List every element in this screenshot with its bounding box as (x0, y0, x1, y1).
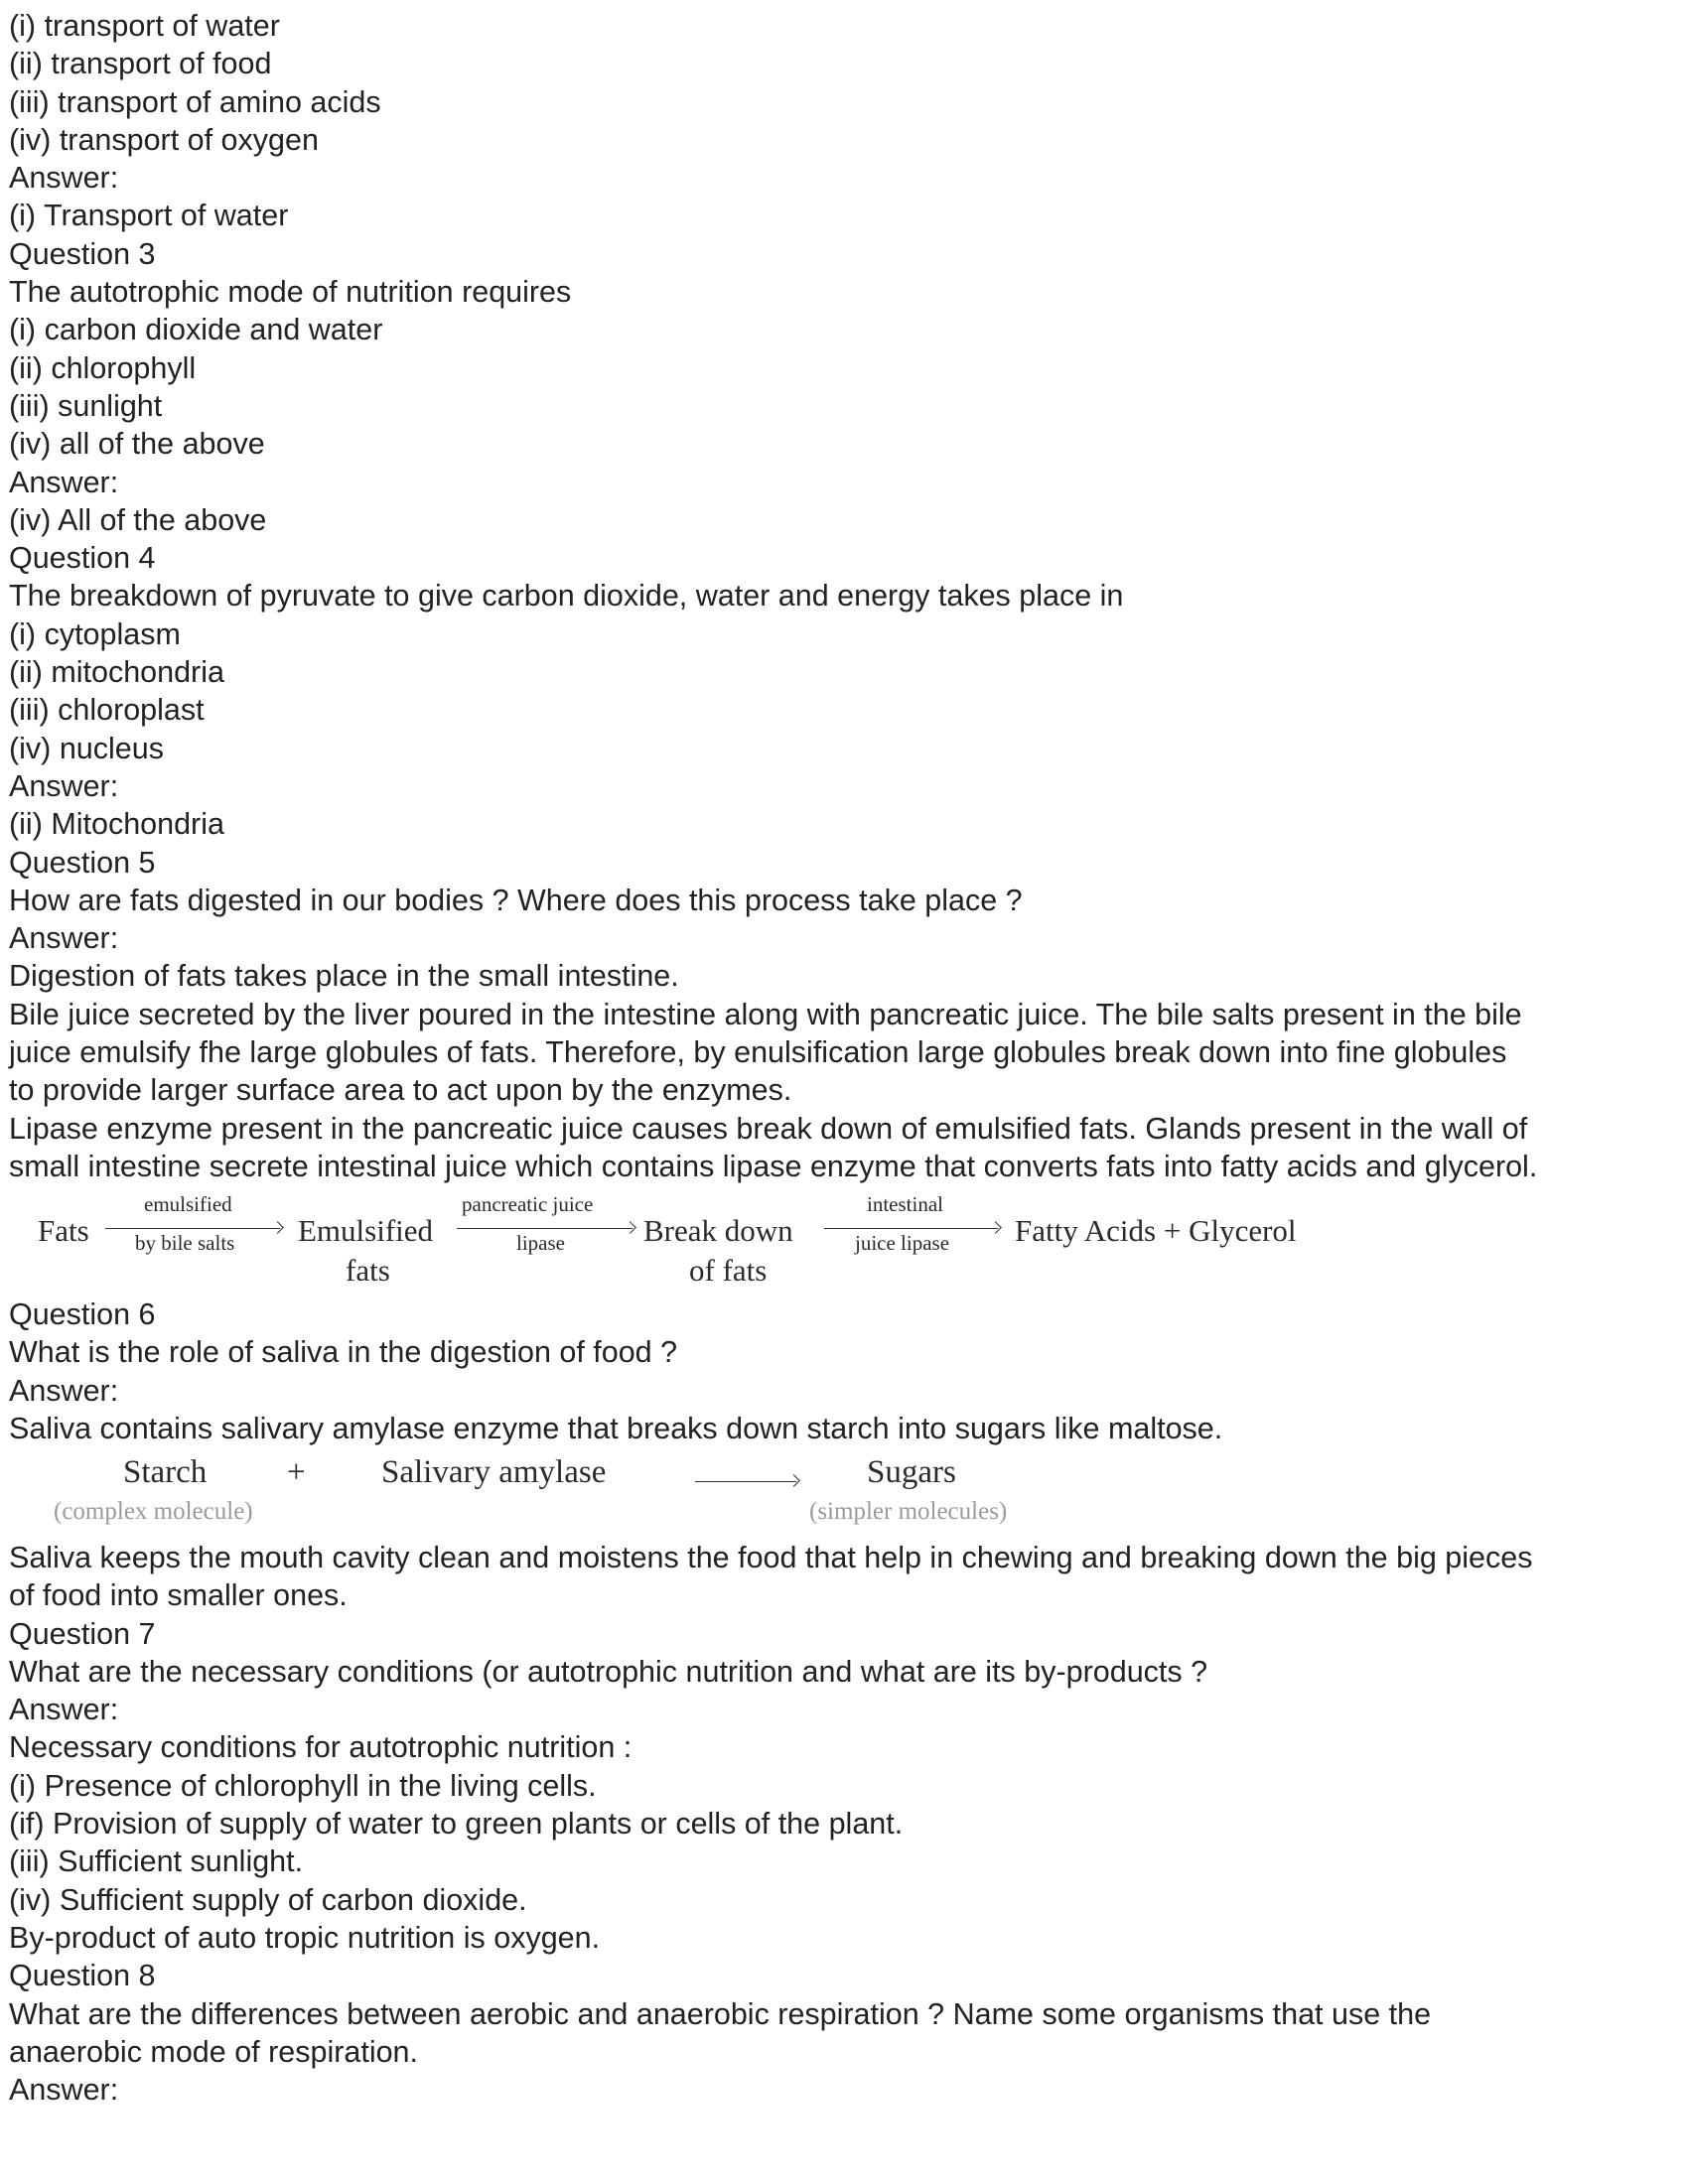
text-block-questions-6-to-8 (9, 1539, 1685, 2109)
text-line: (iii) sunlight (9, 388, 163, 423)
text-line: How are fats digested in our bodies ? Where does this process take place ? (9, 883, 1023, 917)
text-line: (iii) Sufficient sunlight. (9, 1844, 304, 1879)
text-line: (ii) transport of food (9, 47, 272, 81)
text-line: Question 7 (9, 1616, 156, 1651)
text-line: (if) Provision of supply of water to green plants or cells of the plant. (9, 1807, 904, 1842)
text-line: small intestine secrete intestinal juice which contains lipase enzyme that converts fats into fatty acids and glycerol. (9, 1149, 1538, 1183)
product-sugars: Sugars (867, 1454, 956, 1490)
plus-sign: + (287, 1454, 306, 1490)
diagram-step-breakdown-line2: of fats (689, 1253, 768, 1288)
text-line: Question 6 (9, 1297, 156, 1331)
text-line: Question 8 (9, 1959, 156, 1993)
text-line: Answer: (9, 465, 119, 499)
arrow3-label-top: intestinal (867, 1192, 943, 1216)
text-block-question-6 (9, 1296, 1685, 1447)
text-line: What are the differences between aerobic and anaerobic respiration ? Name some organisms that use the (9, 1996, 1432, 2031)
text-line: (i) cytoplasm (9, 616, 181, 651)
text-line: anaerobic mode of respiration. (9, 2034, 418, 2069)
text-line: (iv) transport of oxygen (9, 122, 319, 157)
text-line: Digestion of fats takes place in the small intestine. (9, 959, 679, 994)
text-line: Question 5 (9, 845, 156, 880)
text-line: The autotrophic mode of nutrition requires (9, 275, 572, 310)
text-line: to provide larger surface area to act upon by the enzymes. (9, 1073, 792, 1108)
diagram-step-emulsified: Emulsified (298, 1213, 434, 1248)
arrow1-label-bottom: by bile salts (135, 1231, 235, 1255)
diagram-step-fats: Fats (38, 1213, 89, 1248)
text-line: (i) transport of water (9, 9, 280, 43)
text-line: (i) Presence of chlorophyll in the living cells. (9, 1768, 597, 1803)
text-line: Saliva contains salivary amylase enzyme that breaks down starch into sugars like maltose. (9, 1411, 1223, 1445)
text-line: Question 4 (9, 541, 156, 576)
text-line: (iv) all of the above (9, 427, 265, 462)
text-line: By-product of auto tropic nutrition is oxygen. (9, 1920, 601, 1955)
text-line: Answer: (9, 921, 119, 956)
text-line: (ii) chlorophyll (9, 350, 197, 385)
product-note: (simpler molecules) (809, 1498, 1008, 1525)
arrow-right-icon (457, 1228, 633, 1229)
arrow1-label-top: emulsified (144, 1192, 232, 1216)
arrow3-label-bottom: juice lipase (855, 1231, 950, 1255)
diagram-step-products: Fatty Acids + Glycerol (1015, 1213, 1297, 1248)
text-block-questions-2-to-5 (9, 7, 1685, 1185)
arrow-right-icon (105, 1228, 280, 1229)
text-line: The breakdown of pyruvate to give carbon dioxide, water and energy takes place in (9, 579, 1124, 614)
arrow-right-icon (695, 1481, 796, 1482)
text-line: What is the role of saliva in the digestion of food ? (9, 1335, 678, 1370)
text-line: (i) Transport of water (9, 199, 289, 233)
text-line: Saliva keeps the mouth cavity clean and moistens the food that help in chewing and breaking down the big pieces (9, 1541, 1533, 1574)
text-line: Lipase enzyme present in the pancreatic juice causes break down of emulsified fats. Glands present in the wall of (9, 1111, 1528, 1146)
arrow2-label-bottom: lipase (516, 1231, 565, 1255)
text-line: (iv) Sufficient supply of carbon dioxide. (9, 1882, 527, 1917)
text-line: Answer: (9, 1693, 119, 1727)
text-line: (iii) chloroplast (9, 693, 205, 728)
text-line: (iv) nucleus (9, 731, 164, 765)
text-line: Question 3 (9, 236, 156, 271)
text-line: (iv) All of the above (9, 502, 267, 537)
text-line: of food into smaller ones. (9, 1578, 348, 1613)
text-line: Answer: (9, 161, 119, 196)
diagram-step-breakdown: Break down (643, 1213, 793, 1248)
text-line: juice emulsify fhe large globules of fats. Therefore, by enulsification large globules break down into fine globules (9, 1035, 1507, 1070)
arrow2-label-top: pancreatic juice (462, 1192, 594, 1216)
text-line: Answer: (9, 1373, 119, 1408)
text-line: Bile juice secreted by the liver poured in the intestine along with pancreatic juice. The bile salts present in the bile (9, 997, 1522, 1031)
diagram-step-emulsified-line2: fats (346, 1253, 390, 1288)
text-line: (iii) transport of amino acids (9, 84, 381, 119)
text-line: What are the necessary conditions (or autotrophic nutrition and what are its by-products ? (9, 1654, 1208, 1689)
text-line: Answer: (9, 2073, 119, 2108)
reactant-starch: Starch (123, 1454, 208, 1490)
text-line: Answer: (9, 768, 119, 803)
text-line: (ii) Mitochondria (9, 807, 224, 842)
reactant-note: (complex molecule) (54, 1498, 253, 1525)
enzyme-salivary-amylase: Salivary amylase (381, 1454, 607, 1490)
text-line: Necessary conditions for autotrophic nutrition : (9, 1730, 633, 1765)
arrow-right-icon (824, 1228, 998, 1229)
text-line: (i) carbon dioxide and water (9, 313, 383, 347)
text-line: (ii) mitochondria (9, 655, 224, 690)
